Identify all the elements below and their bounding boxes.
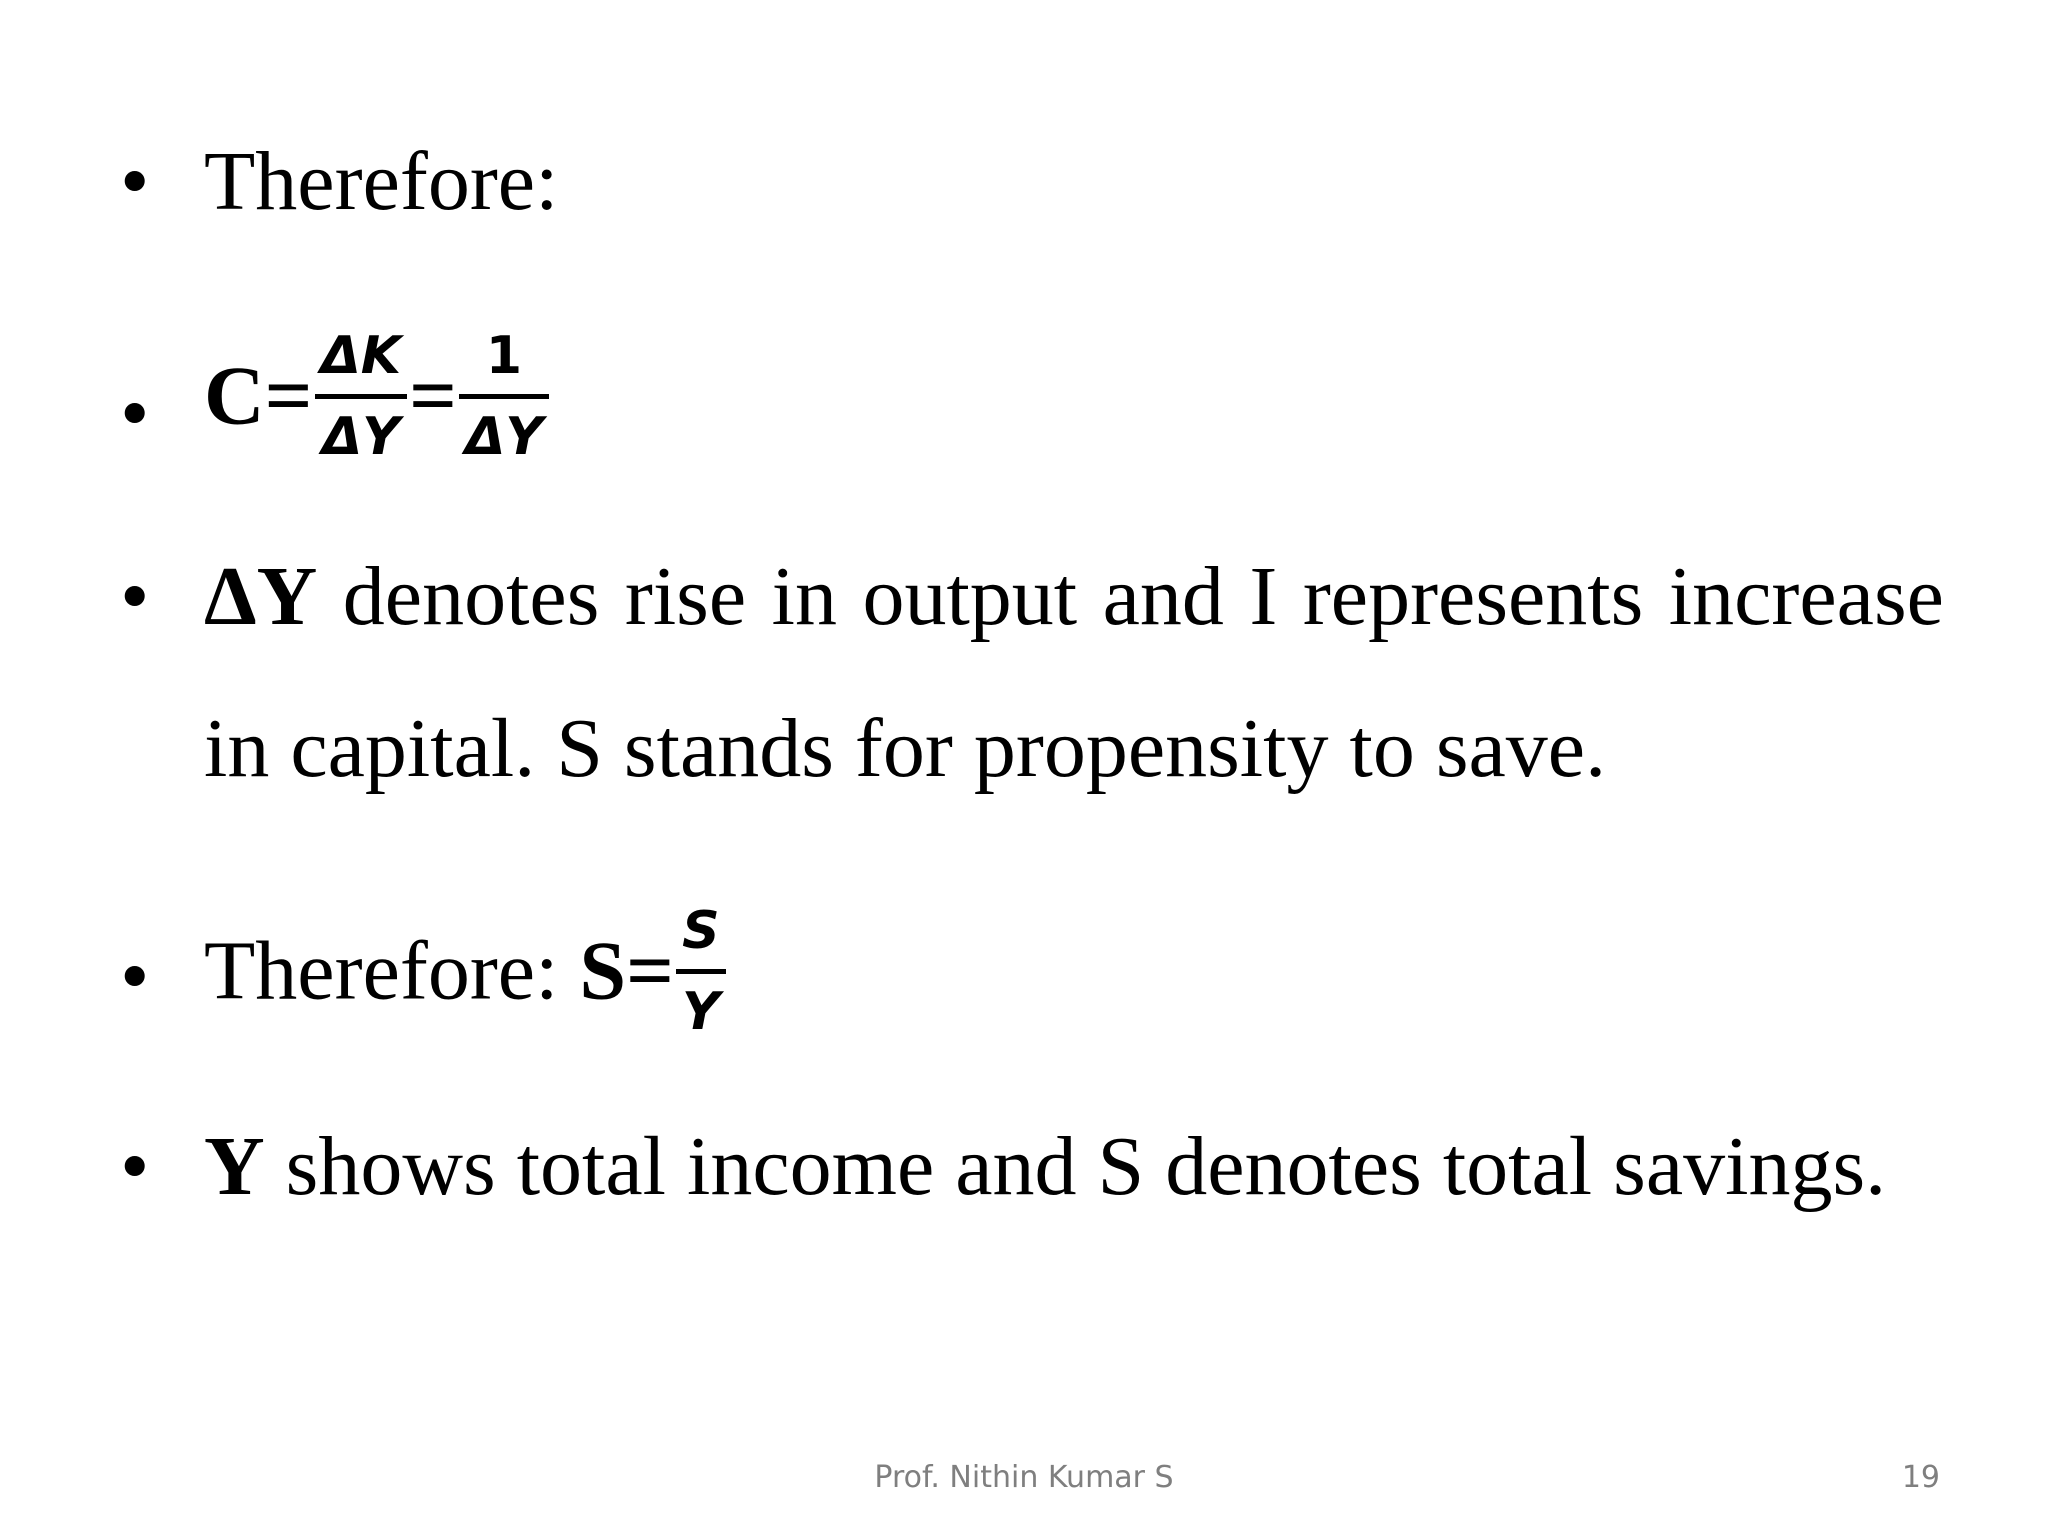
- paragraph-word: increase: [1668, 550, 1944, 643]
- fraction-numerator: ΔK: [320, 326, 402, 386]
- fraction-denominator: Y: [682, 982, 720, 1042]
- paragraph-word: and: [1102, 550, 1224, 643]
- bullet-paragraph: [204, 550, 1944, 795]
- bullet-text: Therefore:: [204, 135, 559, 228]
- bullet-text-rest: shows total income and S denotes total savings.: [264, 1120, 1887, 1213]
- paragraph-word: output: [862, 550, 1078, 643]
- paragraph-line-2: in capital. S stands for propensity to save.: [204, 702, 1607, 795]
- formula-s: [204, 901, 1944, 1042]
- slide-number: 19: [1901, 1460, 1940, 1495]
- fraction-denominator: ΔY: [321, 407, 400, 467]
- fraction-dk-dy: [313, 326, 410, 467]
- bullet-text: Therefore:: [204, 924, 580, 1018]
- fraction-denominator: ΔY: [464, 407, 543, 467]
- fraction-s-y: [674, 901, 728, 1042]
- bullet-dot: •: [120, 550, 150, 643]
- paragraph-word: I: [1249, 550, 1278, 643]
- formula-c: [204, 326, 1944, 467]
- paragraph-line-1: [204, 550, 1944, 643]
- fraction-numerator: 1: [485, 326, 522, 386]
- fraction-numerator: S: [682, 901, 720, 961]
- paragraph-word: in: [771, 550, 837, 643]
- paragraph-word: rise: [624, 550, 747, 643]
- bullet-dot: •: [120, 135, 150, 228]
- term-y: Y: [204, 1120, 265, 1213]
- bullet-dot: •: [120, 930, 150, 1023]
- paragraph-word: represents: [1302, 550, 1644, 643]
- bullet-dot: •: [120, 367, 150, 460]
- bullet-text: [204, 1120, 1944, 1213]
- term-delta-y: ΔY: [204, 550, 318, 643]
- fraction-1-dy: [457, 326, 551, 467]
- formula-lhs: S=: [579, 924, 675, 1018]
- footer-author: Prof. Nithin Kumar S: [874, 1460, 1174, 1495]
- bullet-dot: •: [120, 1120, 150, 1213]
- formula-equals: =: [409, 349, 457, 443]
- paragraph-word: denotes: [342, 550, 600, 643]
- formula-lhs: C=: [204, 349, 313, 443]
